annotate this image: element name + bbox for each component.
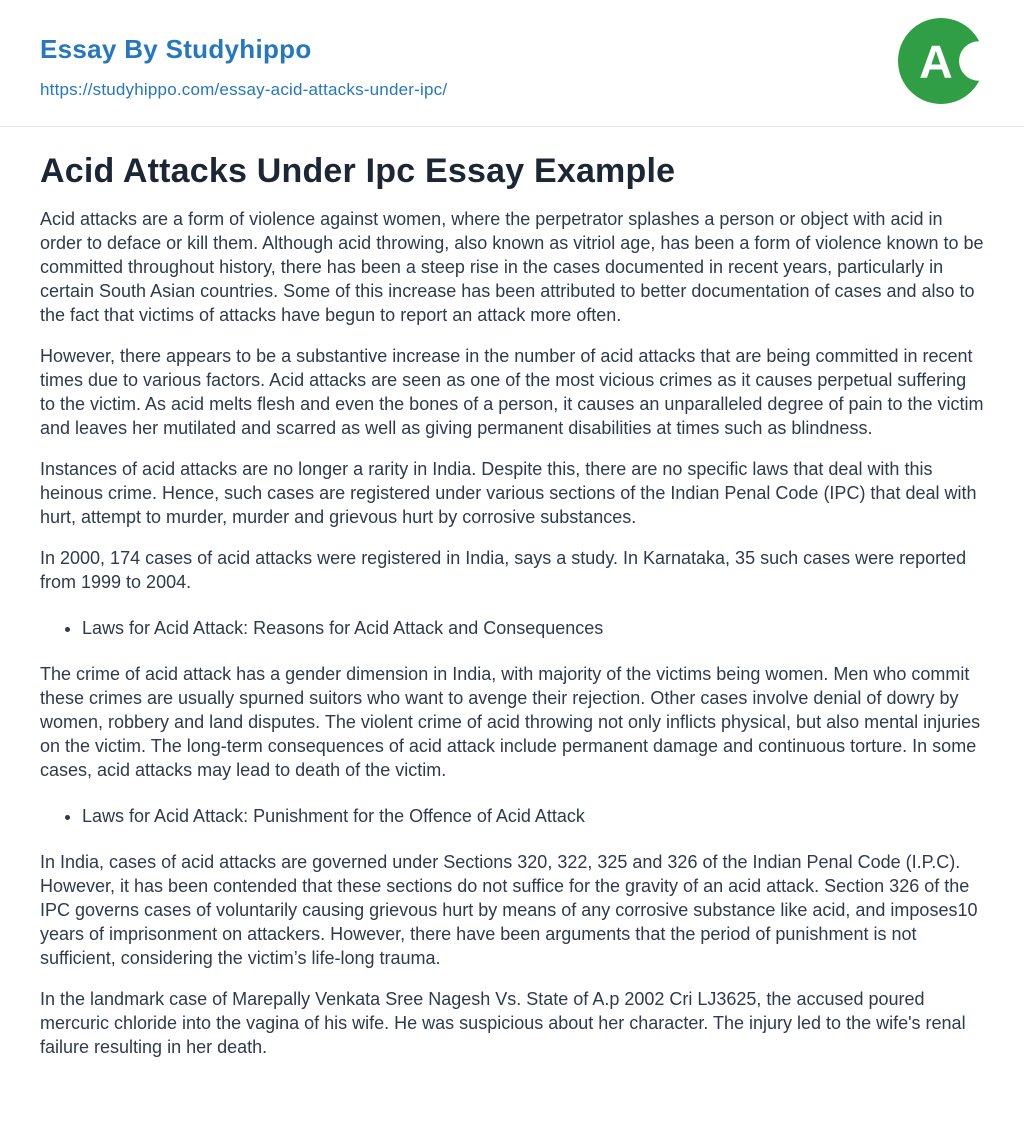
- paragraph-1: Acid attacks are a form of violence against women, where the perpetrator splashes a person or object with acid in order to deface or kill them. Although acid throwing, also known as vitriol age, has been a form of violence known to be committed throughout history, there has been a steep rise in the cases documented in recent years, particularly in certain South Asian countries. Some of this increase has been attributed to better documentation of cases and also to the fact that victims of attacks have begun to report an attack more often.: [40, 209, 984, 325]
- bullet-list-1: [40, 616, 984, 640]
- list-item-punishment: • Laws for Acid Attack: Punishment for the Offence of Acid Attack: [82, 804, 984, 828]
- list-item-reasons: • Laws for Acid Attack: Reasons for Acid Attack and Consequences: [82, 616, 984, 640]
- studyhippo-logo: [898, 18, 984, 104]
- paragraph-5: The crime of acid attack has a gender dimension in India, with majority of the victims being women. Men who commit these crimes are usually spurned suitors who want to avenge their rejection. Other cases involve denial of dowry by women, robbery and land disputes. The violent crime of acid throwing not only inflicts physical, but also mental injuries on the victim. The long-term consequences of acid attack include permanent damage and continuous torture. In some cases, acid attacks may lead to death of the victim.: [40, 664, 981, 780]
- logo-icon: [898, 18, 984, 104]
- source-url-link[interactable]: https://studyhippo.com/essay-acid-attacks-under-ipc/: [40, 80, 448, 99]
- page-header: [0, 0, 1024, 127]
- paragraph-2: However, there appears to be a substantive increase in the number of acid attacks that are being committed in recent times due to various factors. Acid attacks are seen as one of the most vicious crimes as it causes perpetual suffering to the victim. As acid melts flesh and even the bones of a person, it causes an unparalleled degree of pain to the victim and leaves her mutilated and scarred as well as giving permanent disabilities at times such as blindness.: [40, 346, 984, 438]
- logo-letter: A: [919, 35, 953, 88]
- paragraph-3: Instances of acid attacks are no longer a rarity in India. Despite this, there are no specific laws that deal with this heinous crime. Hence, such cases are registered under various sections of the Indian Penal Code (IPC) that deal with hurt, attempt to murder, murder and grievous hurt by corrosive substances.: [40, 459, 977, 527]
- paragraph-6: In India, cases of acid attacks are governed under Sections 320, 322, 325 and 326 of the Indian Penal Code (I.P.C). However, it has been contended that these sections do not suffice for the gravity of an acid attack. Section 326 of the IPC governs cases of voluntarily causing grievous hurt by means of any corrosive substance like acid, and imposes10 years of imprisonment on attackers. However, there have been arguments that the period of punishment is not sufficient, considering the victim’s life-long trauma.: [40, 852, 978, 968]
- article: [0, 151, 1024, 1124]
- article-title: Acid Attacks Under Ipc Essay Example: [40, 152, 676, 190]
- bullet-list-2: [40, 804, 984, 828]
- site-title: Essay By Studyhippo: [40, 34, 312, 64]
- paragraph-7: In the landmark case of Marepally Venkata Sree Nagesh Vs. State of A.p 2002 Cri LJ3625, the accused poured mercuric chloride into the vagina of his wife. He was suspicious about her character. The injury led to the wife's renal failure resulting in her death.: [40, 989, 966, 1057]
- header-text-block: [40, 34, 984, 100]
- paragraph-4: In 2000, 174 cases of acid attacks were registered in India, says a study. In Karnataka, 35 such cases were reported from 1999 to 2004.: [40, 548, 967, 592]
